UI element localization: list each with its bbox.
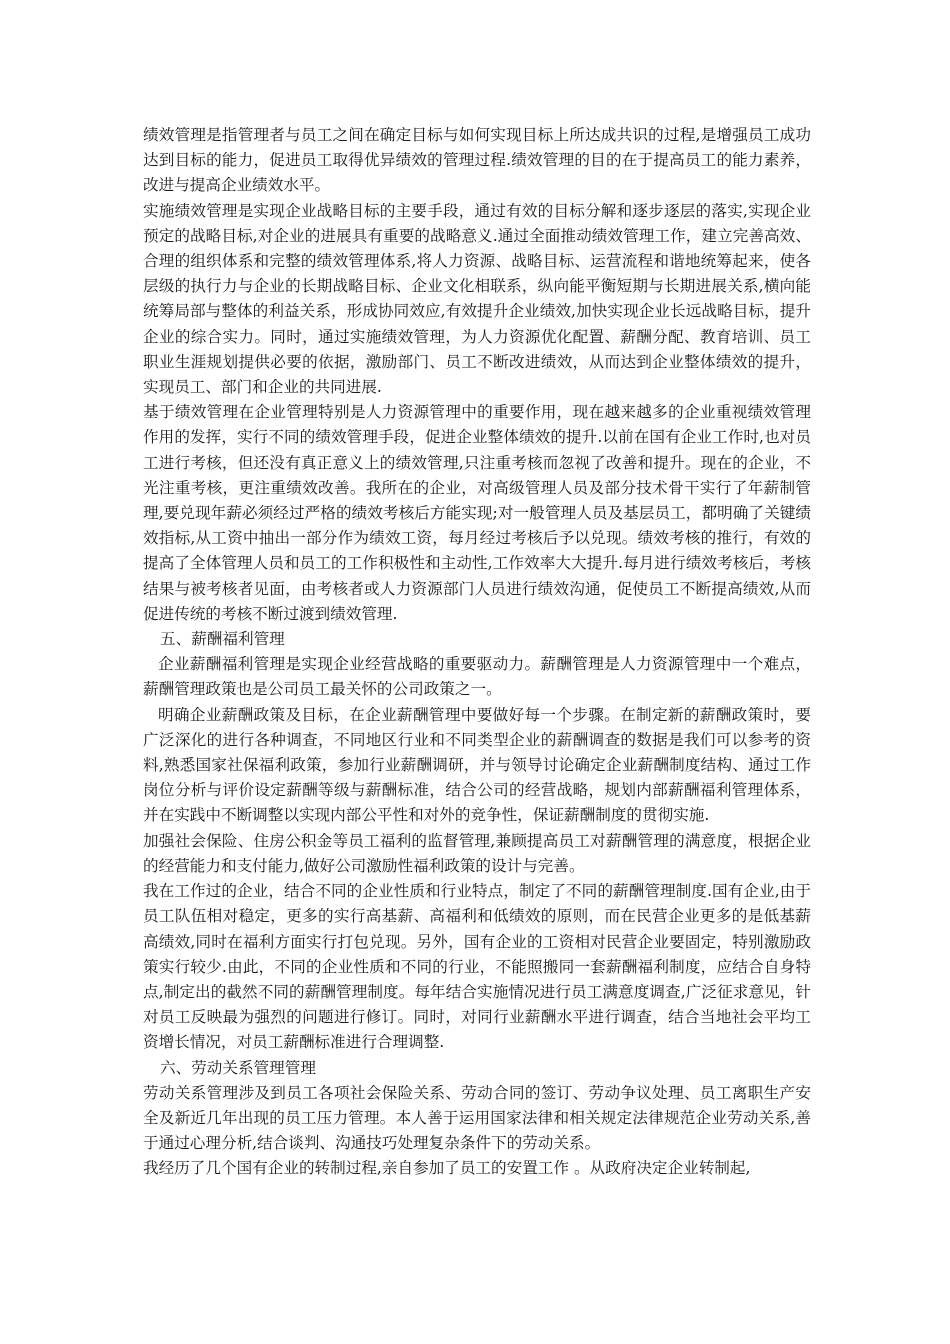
section-heading-compensation: 五、薪酬福利管理 <box>160 630 285 649</box>
paragraph-welfare-supervision: 加强社会保险、住房公积金等员工福利的监督管理,兼顾提高员工对薪酬管理的满意度，根据企业的经营能力和支付能力,做好公司激励性福利政策的设计与完善。 <box>143 831 811 875</box>
section-heading-labor-relations: 六、劳动关系管理管理 <box>160 1058 316 1077</box>
paragraph-performance-practice: 基于绩效管理在企业管理特别是人力资源管理中的重要作用，现在越来越多的企业重视绩效管理作用的发挥，实行不同的绩效管理手段，促进企业整体绩效的提升.以前在国有企业工作时,也对员工进行考核，但还没有真正意义上的绩效管理,只注重考核而忽视了改善和提升。现在的企业，不光注重考核，更注重绩效改善。我所在的企业，对高级管理人员及部分技术骨干实行了年薪制管理,要兑现年薪必须经过严格的绩效考核后方能实现;对一般管理人员及基层员工，都明确了关键绩效指标,从工资中抽出一部分作为绩效工资，每月经过考核后予以兑现。绩效考核的推行，有效的提高了全体管理人员和员工的工作积极性和主动性,工作效率大大提升.每月进行绩效考核后，考核结果与被考核者见面，由考核者或人力资源部门人员进行绩效沟通，促使员工不断提高绩效,从而促进传统的考核不断过渡到绩效管理. <box>143 403 811 623</box>
paragraph-restructuring-experience: 我经历了几个国有企业的转制过程,亲自参加了员工的安置工作 。从政府决定企业转制起, <box>143 1159 751 1178</box>
paragraph-performance-definition: 绩效管理是指管理者与员工之间在确定目标与如何实现目标上所达成共识的过程,是增强员工成功达到目标的能力，促进员工取得优异绩效的管理过程.绩效管理的目的在于提高员工的能力素养，改进与提高企业绩效水平。 <box>143 126 811 195</box>
paragraph-labor-relations-intro: 劳动关系管理涉及到员工各项社会保险关系、劳动合同的签订、劳动争议处理、员工离职生产安全及新近几年出现的员工压力管理。本人善于运用国家法律和相关规定法律规范企业劳动关系,善于通过心理分析,结合谈判、沟通技巧处理复杂条件下的劳动关系。 <box>143 1083 811 1153</box>
paragraph-performance-implementation: 实施绩效管理是实现企业战略目标的主要手段，通过有效的目标分解和逐步逐层的落实,实现企业预定的战略目标,对企业的进展具有重要的战略意义.通过全面推动绩效管理工作，建立完善高效、合理的组织体系和完整的绩效管理体系,将人力资源、战略目标、运营流程和谐地统筹起来，使各层级的执行力与企业的长期战略目标、企业文化相联系，纵向能平衡短期与长期进展关系,横向能统筹局部与整体的利益关系，形成协同效应,有效提升企业绩效,加快实现企业长远战略目标，提升企业的综合实力。同时，通过实施绩效管理，为人力资源优化配置、薪酬分配、教育培训、员工职业生涯规划提供必要的依据，激励部门、员工不断改进绩效，从而达到企业整体绩效的提升，实现员工、部门和企业的共同进展. <box>143 201 811 397</box>
paragraph-compensation-practice: 我在工作过的企业，结合不同的企业性质和行业特点，制定了不同的薪酬管理制度.国有企业,由于员工队伍相对稳定，更多的实行高基薪、高福利和低绩效的原则，而在民营企业更多的是低基薪高绩效,同时在福利方面实行打包兑现。另外，国有企业的工资相对民营企业要固定，特别激励政策实行较少.由此，不同的企业性质和不同的行业，不能照搬同一套薪酬福利制度，应结合自身特点,制定出的截然不同的薪酬管理制度。每年结合实施情况进行员工满意度调查,广泛征求意见，针对员工反映最为强烈的问题进行修订。同时，对同行业薪酬水平进行调查，结合当地社会平均工资增长情况，对员工薪酬标准进行合理调整. <box>143 882 811 1052</box>
document-body <box>143 123 811 1182</box>
paragraph-compensation-intro: 企业薪酬福利管理是实现企业经营战略的重要驱动力。薪酬管理是人力资源管理中一个难点，薪酬管理政策也是公司员工最关怀的公司政策之一。 <box>143 655 811 699</box>
paragraph-compensation-policy: 明确企业薪酬政策及目标，在企业薪酬管理中要做好每一个步骤。在制定新的薪酬政策时，要广泛深化的进行各种调查，不同地区行业和不同类型企业的薪酬调查的数据是我们可以参考的资料,熟悉国家社保福利政策，参加行业薪酬调研，并与领导讨论确定企业薪酬制度结构、通过工作岗位分析与评价设定薪酬等级与薪酬标准，结合公司的经营战略，规划内部薪酬福利管理体系，并在实践中不断调整以实现内部公平性和对外的竞争性，保证薪酬制度的贯彻实施. <box>143 705 811 825</box>
